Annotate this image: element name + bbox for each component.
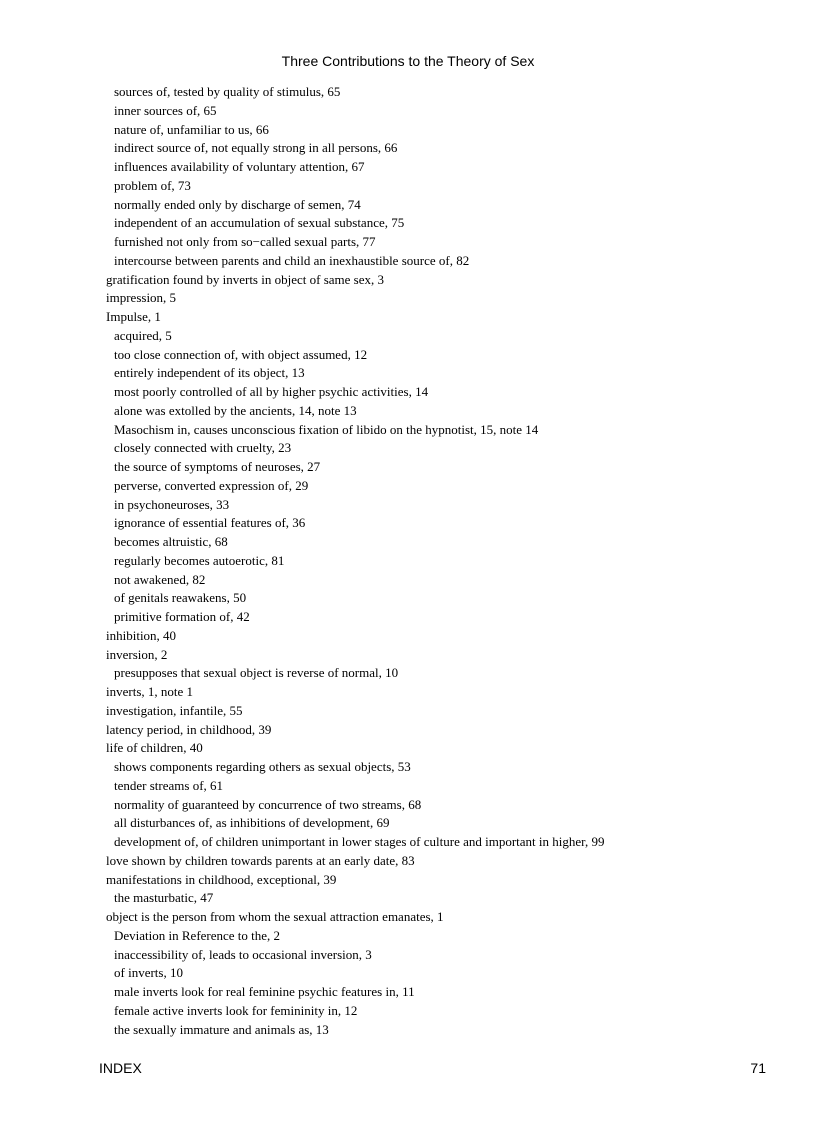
index-subentry: independent of an accumulation of sexual substance, 75	[114, 215, 405, 231]
index-subentry: of genitals reawakens, 50	[114, 590, 247, 606]
index-subentry: too close connection of, with object assumed, 12	[114, 346, 368, 362]
index-subentry: tender streams of, 61	[114, 777, 224, 793]
index-subentry: the sexually immature and animals as, 13	[114, 1021, 329, 1037]
index-subentry: not awakened, 82	[114, 571, 206, 587]
index-entry: Impulse, 1	[106, 309, 161, 324]
index-subentry: normality of guaranteed by concurrence of two streams, 68	[114, 796, 422, 812]
index-subentry: primitive formation of, 42	[114, 609, 250, 624]
index-subentry: nature of, unfamiliar to us, 66	[114, 121, 269, 137]
index-subentry: acquired, 5	[114, 327, 172, 343]
index-subentry: intercourse between parents and child an inexhaustible source of, 82	[114, 252, 470, 268]
index-entry: manifestations in childhood, exceptional, 39	[106, 871, 337, 887]
index-subentry: most poorly controlled of all by higher psychic activities, 14	[114, 384, 429, 399]
index-subentry: shows components regarding others as sexual objects, 53	[114, 759, 411, 774]
footer-section-label: INDEX	[99, 1060, 142, 1076]
index-subentry: ignorance of essential features of, 36	[114, 515, 306, 531]
index-list	[106, 83, 604, 1039]
index-entry: impression, 5	[106, 290, 177, 306]
index-subentry: alone was extolled by the ancients, 14, note 13	[114, 402, 357, 418]
index-entry: gratification found by inverts in object of same sex, 3	[106, 271, 384, 287]
index-subentry: of inverts, 10	[114, 965, 183, 981]
index-subentry: inaccessibility of, leads to occasional inversion, 3	[114, 946, 372, 962]
index-subentry: influences availability of voluntary attention, 67	[114, 159, 365, 174]
index-subentry: entirely independent of its object, 13	[114, 365, 305, 381]
index-entry: love shown by children towards parents at an early date, 83	[106, 852, 415, 868]
index-entry: inversion, 2	[106, 646, 168, 662]
index-subentry: becomes altruistic, 68	[114, 534, 228, 549]
index-subentry: perverse, converted expression of, 29	[114, 477, 309, 493]
index-entry: latency period, in childhood, 39	[106, 721, 272, 737]
index-subentry: female active inverts look for femininity in, 12	[114, 1002, 358, 1018]
index-subentry: the source of symptoms of neuroses, 27	[114, 459, 321, 474]
index-subentry: sources of, tested by quality of stimulus, 65	[114, 84, 341, 99]
index-subentry: furnished not only from so−called sexual parts, 77	[114, 234, 376, 249]
index-subentry: the masturbatic, 47	[114, 890, 214, 906]
index-subentry: presupposes that sexual object is reverse of normal, 10	[114, 665, 399, 681]
index-subentry: Deviation in Reference to the, 2	[114, 927, 281, 943]
index-subentry: in psychoneuroses, 33	[114, 496, 230, 512]
index-subentry: indirect source of, not equally strong in all persons, 66	[114, 140, 398, 156]
index-entry: investigation, infantile, 55	[106, 702, 243, 718]
index-subentry: all disturbances of, as inhibitions of development, 69	[114, 815, 390, 831]
index-subentry: normally ended only by discharge of semen, 74	[114, 196, 361, 212]
index-subentry: Masochism in, causes unconscious fixation of libido on the hypnotist, 15, note 14	[114, 421, 539, 437]
running-header: Three Contributions to the Theory of Sex	[281, 53, 535, 69]
index-entry: inhibition, 40	[106, 627, 177, 643]
index-subentry: inner sources of, 65	[114, 102, 217, 118]
index-subentry: development of, of children unimportant in lower stages of culture and important in higher, 99	[114, 834, 605, 849]
footer-page-number: 71	[750, 1060, 766, 1076]
index-subentry: problem of, 73	[114, 177, 191, 193]
index-entry: life of children, 40	[106, 740, 203, 756]
index-subentry: regularly becomes autoerotic, 81	[114, 552, 285, 568]
index-entry: inverts, 1, note 1	[106, 684, 194, 699]
index-entry: object is the person from whom the sexual attraction emanates, 1	[106, 909, 444, 924]
index-subentry: male inverts look for real feminine psychic features in, 11	[114, 984, 415, 999]
index-subentry: closely connected with cruelty, 23	[114, 440, 292, 456]
